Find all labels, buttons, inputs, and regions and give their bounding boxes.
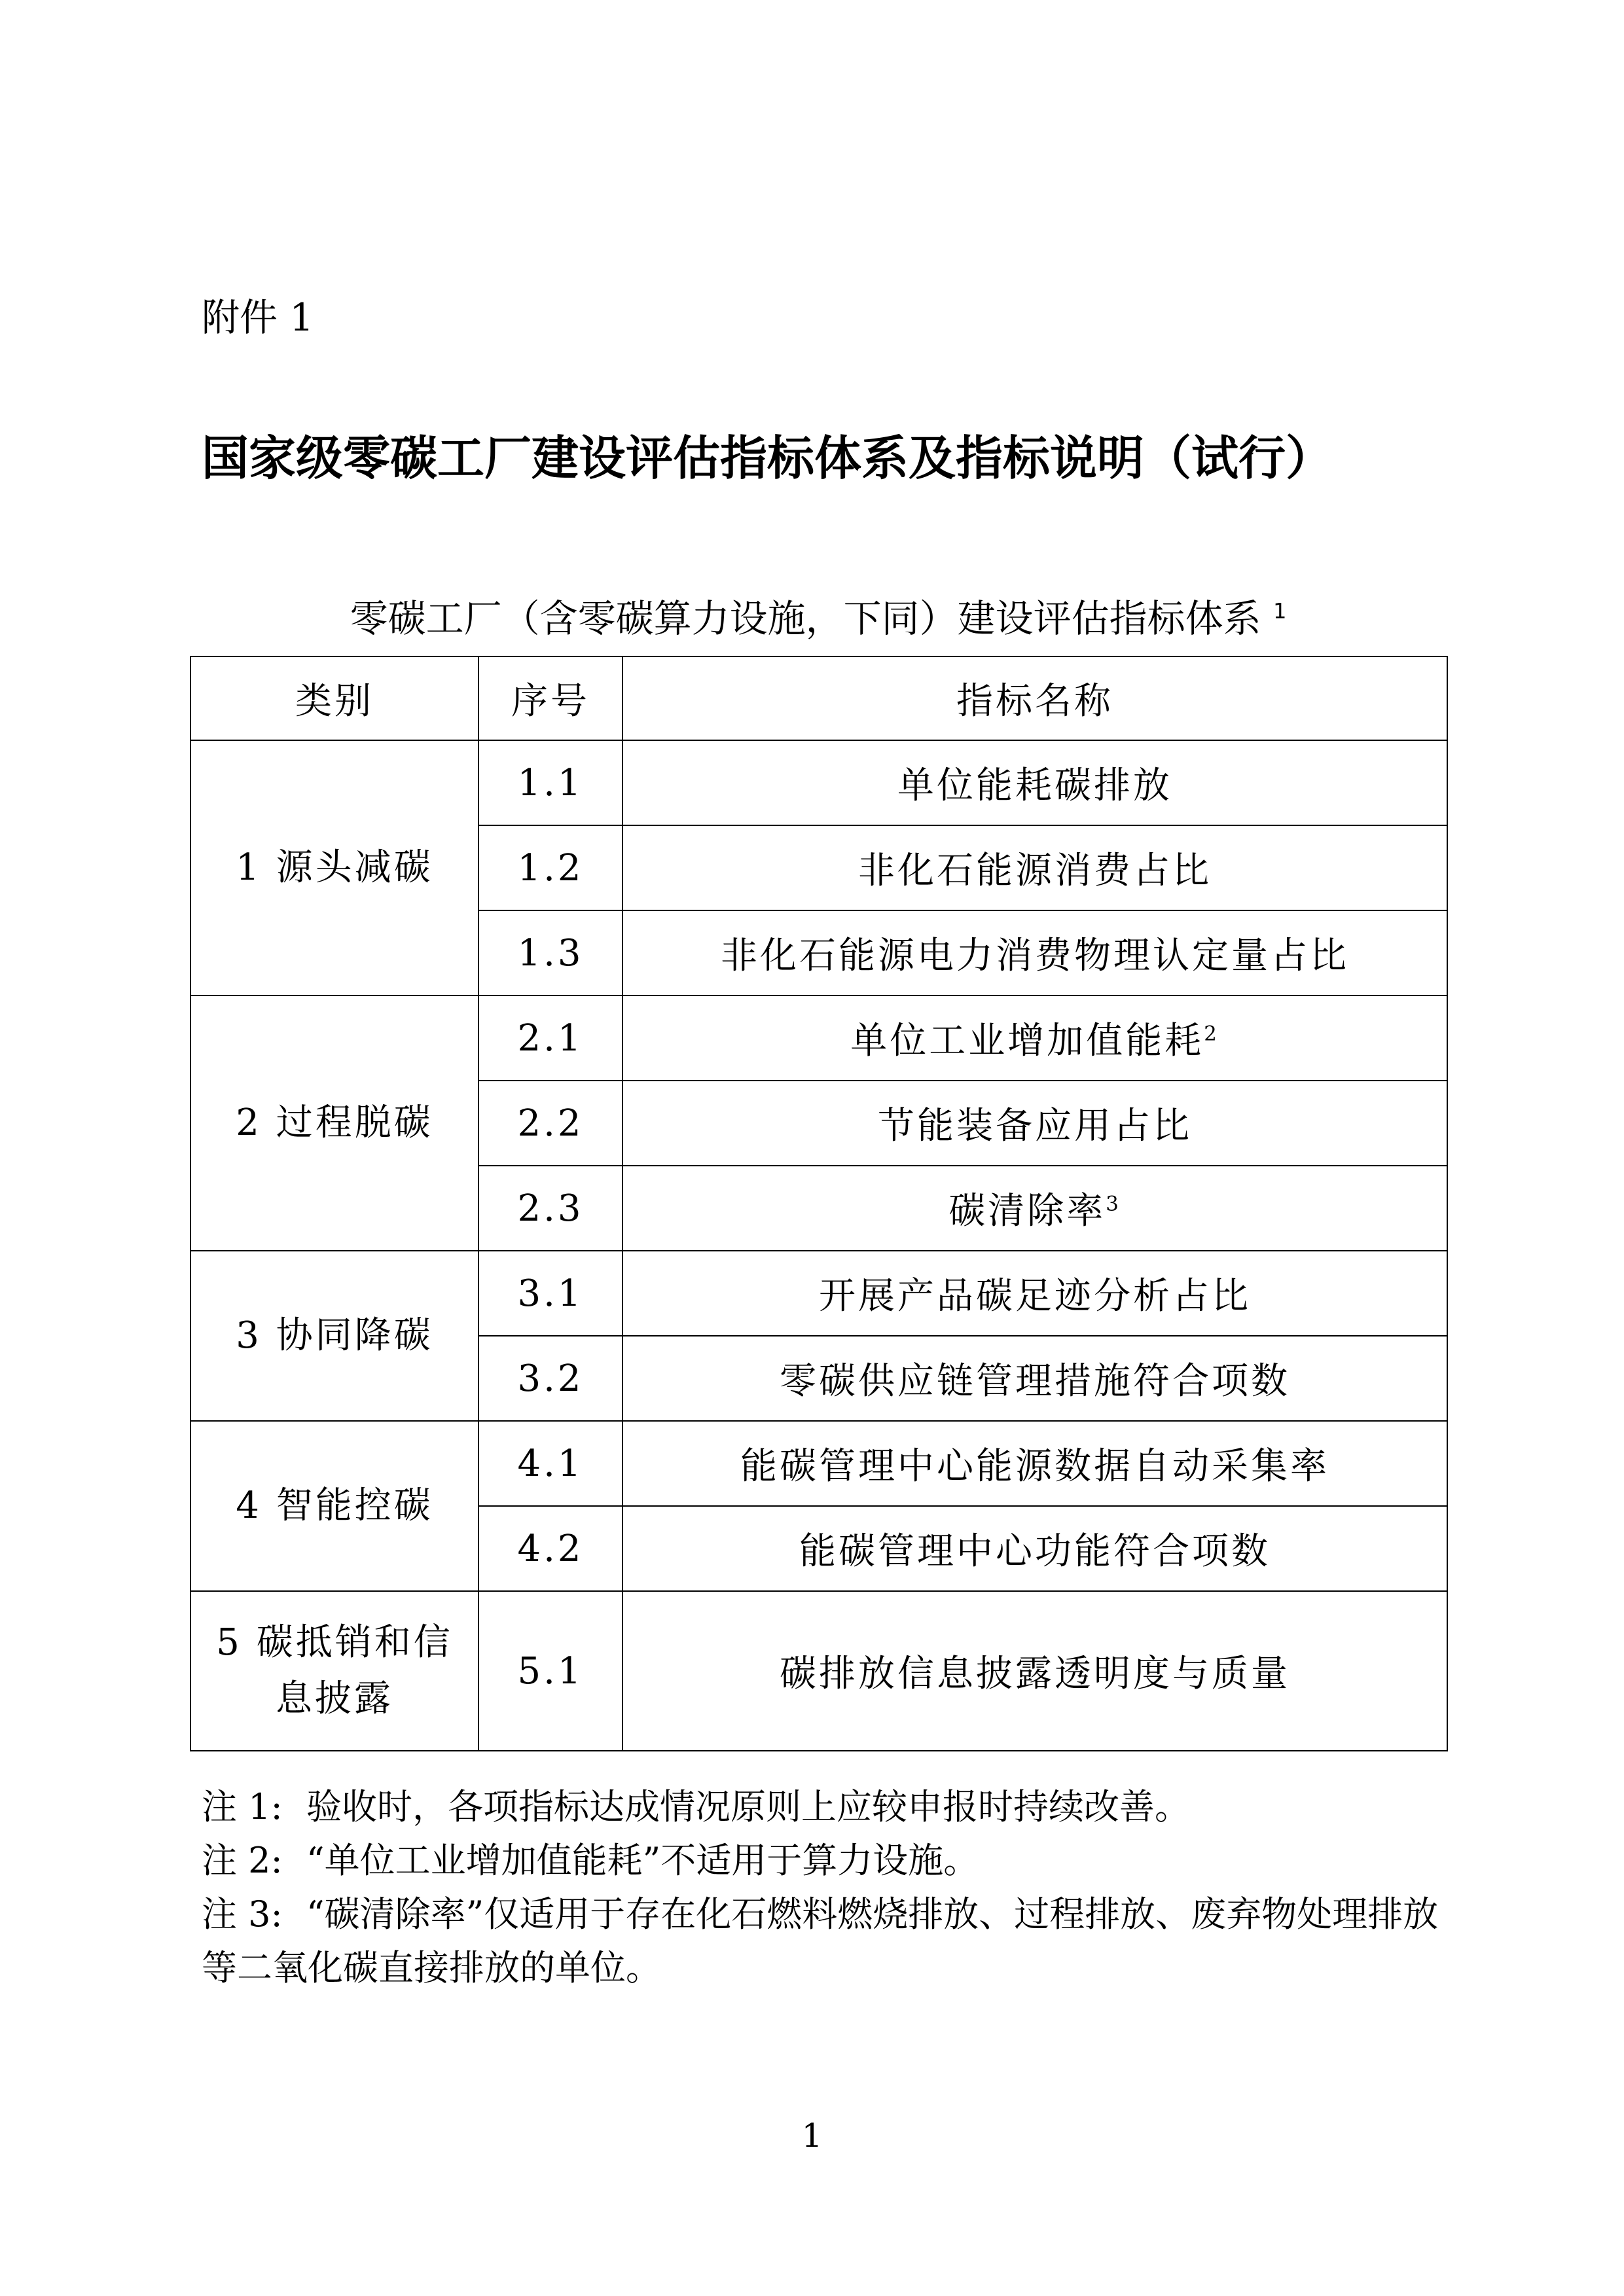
indicator-name-text: 开展产品碳足迹分析占比 — [819, 1275, 1251, 1318]
indicator-name — [623, 1081, 1447, 1166]
indicator-name-text: 非化石能源消费占比 — [858, 850, 1212, 892]
table-row — [190, 1251, 1447, 1336]
indicator-number: 1.2 — [478, 825, 623, 910]
header-name: 指标名称 — [623, 656, 1447, 740]
table-caption — [190, 592, 1447, 645]
note-label: 注 1: — [202, 1786, 283, 1827]
indicator-name — [623, 910, 1447, 996]
table-header-row — [190, 656, 1447, 740]
attachment-label: 附件 1 — [202, 295, 314, 340]
note-item — [202, 1888, 1445, 1995]
table-caption-footnote-ref: 1 — [1273, 598, 1287, 624]
category-cell: 1 源头减碳 — [190, 740, 478, 996]
indicator-name — [623, 996, 1447, 1081]
table-row — [190, 996, 1447, 1081]
indicator-name — [623, 1506, 1447, 1591]
header-number: 序号 — [478, 656, 623, 740]
indicator-name-text: 碳清除率 — [948, 1190, 1106, 1232]
header-category: 类别 — [190, 656, 478, 740]
indicator-table — [190, 656, 1448, 1751]
category-line: 息披露 — [276, 1677, 393, 1720]
indicator-number: 2.2 — [478, 1081, 623, 1166]
indicator-name — [623, 1336, 1447, 1421]
indicator-number: 1.1 — [478, 740, 623, 825]
indicator-name-text: 非化石能源电力消费物理认定量占比 — [721, 935, 1349, 977]
note-item — [202, 1834, 1445, 1888]
indicator-number: 5.1 — [478, 1591, 623, 1751]
page-number: 1 — [801, 2117, 823, 2155]
indicator-name — [623, 1421, 1447, 1506]
table-caption-text: 零碳工厂（含零碳算力设施，下同）建设评估指标体系 — [350, 596, 1261, 641]
indicator-name — [623, 1251, 1447, 1336]
indicator-number: 4.1 — [478, 1421, 623, 1506]
note-text: 验收时，各项指标达成情况原则上应较申报时持续改善。 — [306, 1786, 1190, 1827]
table-row — [190, 1591, 1447, 1751]
indicator-number: 2.1 — [478, 996, 623, 1081]
note-label: 注 2: — [202, 1840, 283, 1881]
category-cell — [190, 1591, 478, 1751]
category-line: 5 碳抵销和信 — [216, 1621, 453, 1664]
footnote-ref: 2 — [1204, 1022, 1219, 1046]
notes-section — [202, 1780, 1445, 1995]
footnote-ref: 3 — [1106, 1192, 1121, 1216]
category-cell: 4 智能控碳 — [190, 1421, 478, 1591]
note-text: “单位工业增加值能耗”不适用于算力设施。 — [306, 1840, 979, 1881]
indicator-name-text: 零碳供应链管理措施符合项数 — [780, 1360, 1290, 1403]
note-item — [202, 1780, 1445, 1834]
indicator-name-text: 节能装备应用占比 — [878, 1105, 1192, 1147]
indicator-number: 1.3 — [478, 910, 623, 996]
note-label: 注 3: — [202, 1893, 283, 1935]
indicator-number: 4.2 — [478, 1506, 623, 1591]
indicator-name-text: 单位工业增加值能耗 — [850, 1020, 1204, 1062]
indicator-name — [623, 1166, 1447, 1251]
indicator-number: 2.3 — [478, 1166, 623, 1251]
table-row — [190, 740, 1447, 825]
table-row — [190, 1421, 1447, 1506]
document-title: 国家级零碳工厂建设评估指标体系及指标说明（试行） — [202, 430, 1333, 486]
indicator-name — [623, 1591, 1447, 1751]
indicator-number: 3.2 — [478, 1336, 623, 1421]
indicator-name-text: 能碳管理中心能源数据自动采集率 — [740, 1445, 1329, 1488]
indicator-name — [623, 740, 1447, 825]
indicator-name-text: 单位能耗碳排放 — [897, 764, 1172, 807]
category-cell: 3 协同降碳 — [190, 1251, 478, 1421]
note-text: “碳清除率”仅适用于存在化石燃料燃烧排放、过程排放、废弃物处理排放等二氧化碳直接排放的单位。 — [202, 1893, 1439, 1988]
indicator-name — [623, 825, 1447, 910]
indicator-number: 3.1 — [478, 1251, 623, 1336]
category-cell: 2 过程脱碳 — [190, 996, 478, 1251]
indicator-name-text: 能碳管理中心功能符合项数 — [799, 1530, 1271, 1573]
indicator-name-text: 碳排放信息披露透明度与质量 — [780, 1653, 1290, 1695]
